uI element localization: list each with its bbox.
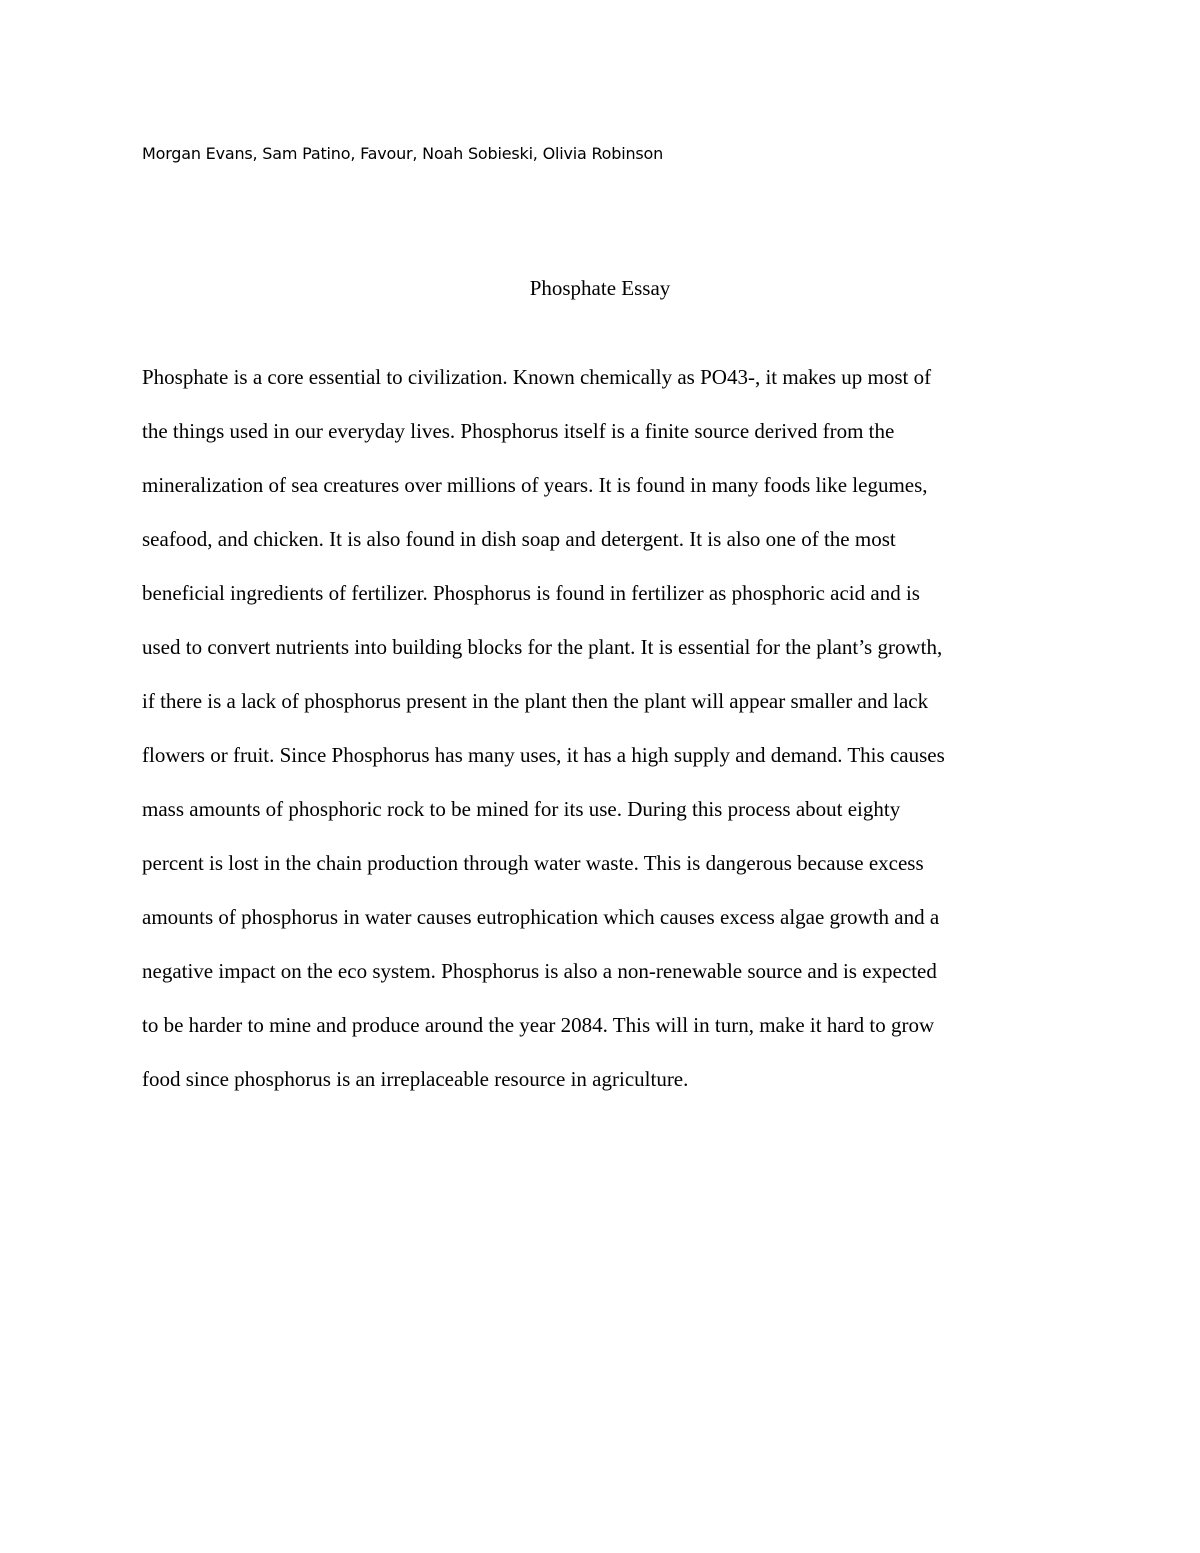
document-title: Phosphate Essay [529, 276, 671, 300]
author-list: Morgan Evans, Sam Patino, Favour, Noah Sobieski, Olivia Robinson [142, 144, 664, 163]
essay-line: food since phosphorus is an irreplaceable resource in agriculture. [142, 1067, 689, 1091]
essay-line: if there is a lack of phosphorus present in the plant then the plant will appear smaller and lack [142, 689, 929, 713]
essay-line: negative impact on the eco system. Phosphorus is also a non-renewable source and is expected [142, 959, 937, 983]
essay-line: the things used in our everyday lives. Phosphorus itself is a finite source derived from the [142, 419, 895, 443]
essay-line: percent is lost in the chain production through water waste. This is dangerous because excess [142, 851, 924, 875]
essay-line: flowers or fruit. Since Phosphorus has many uses, it has a high supply and demand. This causes [142, 743, 945, 767]
essay-line: amounts of phosphorus in water causes eutrophication which causes excess algae growth and a [142, 905, 940, 929]
essay-line: to be harder to mine and produce around the year 2084. This will in turn, make it hard to grow [142, 1013, 935, 1037]
essay-line: mass amounts of phosphoric rock to be mined for its use. During this process about eighty [142, 797, 901, 821]
essay-line: Phosphate is a core essential to civilization. Known chemically as PO43-, it makes up most of [142, 365, 932, 389]
essay-line: mineralization of sea creatures over millions of years. It is found in many foods like legumes, [142, 473, 928, 497]
essay-line: used to convert nutrients into building blocks for the plant. It is essential for the plant’s growth, [142, 635, 943, 659]
essay-line: seafood, and chicken. It is also found in dish soap and detergent. It is also one of the most [142, 527, 896, 551]
essay-line: beneficial ingredients of fertilizer. Phosphorus is found in fertilizer as phosphoric acid and is [142, 581, 920, 605]
